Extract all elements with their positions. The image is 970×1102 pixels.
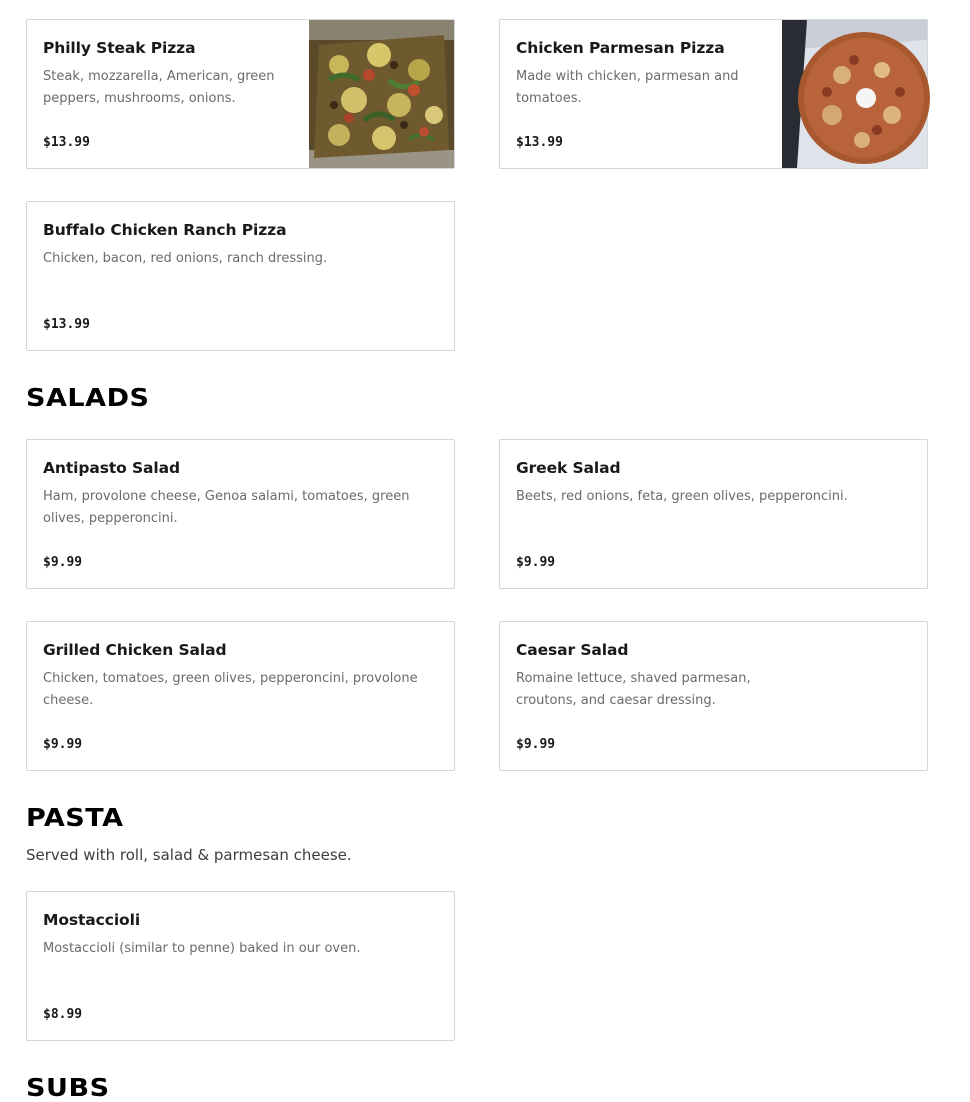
item-name: Chicken Parmesan Pizza [516,39,725,57]
item-description: Ham, provolone cheese, Genoa salami, tomatoes, green olives, pepperoncini. [43,489,410,526]
item-price: $13.99 [516,135,563,150]
section-title-salads: SALADS [26,383,150,412]
item-description: Chicken, tomatoes, green olives, pepperoncini, provolone cheese. [43,671,418,708]
menu-item-card[interactable] [499,19,928,169]
menu-item-card[interactable] [26,19,455,169]
menu-item-card[interactable] [499,439,928,589]
chicken-parmesan-pizza-photo [782,20,927,168]
item-description: Beets, red onions, feta, green olives, pepperoncini. [516,489,848,504]
item-description: Romaine lettuce, shaved parmesan, croutons, and caesar dressing. [516,671,751,708]
section-title-pasta: PASTA [26,803,124,832]
item-name: Mostaccioli [43,911,141,929]
item-name: Caesar Salad [516,641,629,659]
menu-item-card[interactable] [26,891,455,1041]
section-title-subs: SUBS [26,1073,110,1102]
section-subtitle-pasta: Served with roll, salad & parmesan cheese. [26,846,352,864]
philly-steak-pizza-photo [309,20,454,168]
item-price: $13.99 [43,317,90,332]
menu-item-card[interactable] [26,201,455,351]
item-description: Steak, mozzarella, American, green peppers, mushrooms, onions. [43,69,275,106]
item-price: $9.99 [516,737,556,752]
item-name: Greek Salad [516,459,621,477]
item-price: $13.99 [43,135,90,150]
menu-item-card[interactable] [26,621,455,771]
item-description: Chicken, bacon, red onions, ranch dressing. [43,251,328,266]
item-name: Buffalo Chicken Ranch Pizza [43,221,287,239]
item-price: $8.99 [43,1007,83,1022]
menu-item-card[interactable] [499,621,928,771]
item-name: Philly Steak Pizza [43,39,196,57]
item-description: Made with chicken, parmesan and tomatoes. [516,69,739,106]
menu-item-card[interactable] [26,439,455,589]
item-name: Grilled Chicken Salad [43,641,227,659]
item-name: Antipasto Salad [43,459,180,477]
item-price: $9.99 [516,555,556,570]
item-description: Mostaccioli (similar to penne) baked in our oven. [43,941,361,956]
item-price: $9.99 [43,737,83,752]
item-price: $9.99 [43,555,83,570]
